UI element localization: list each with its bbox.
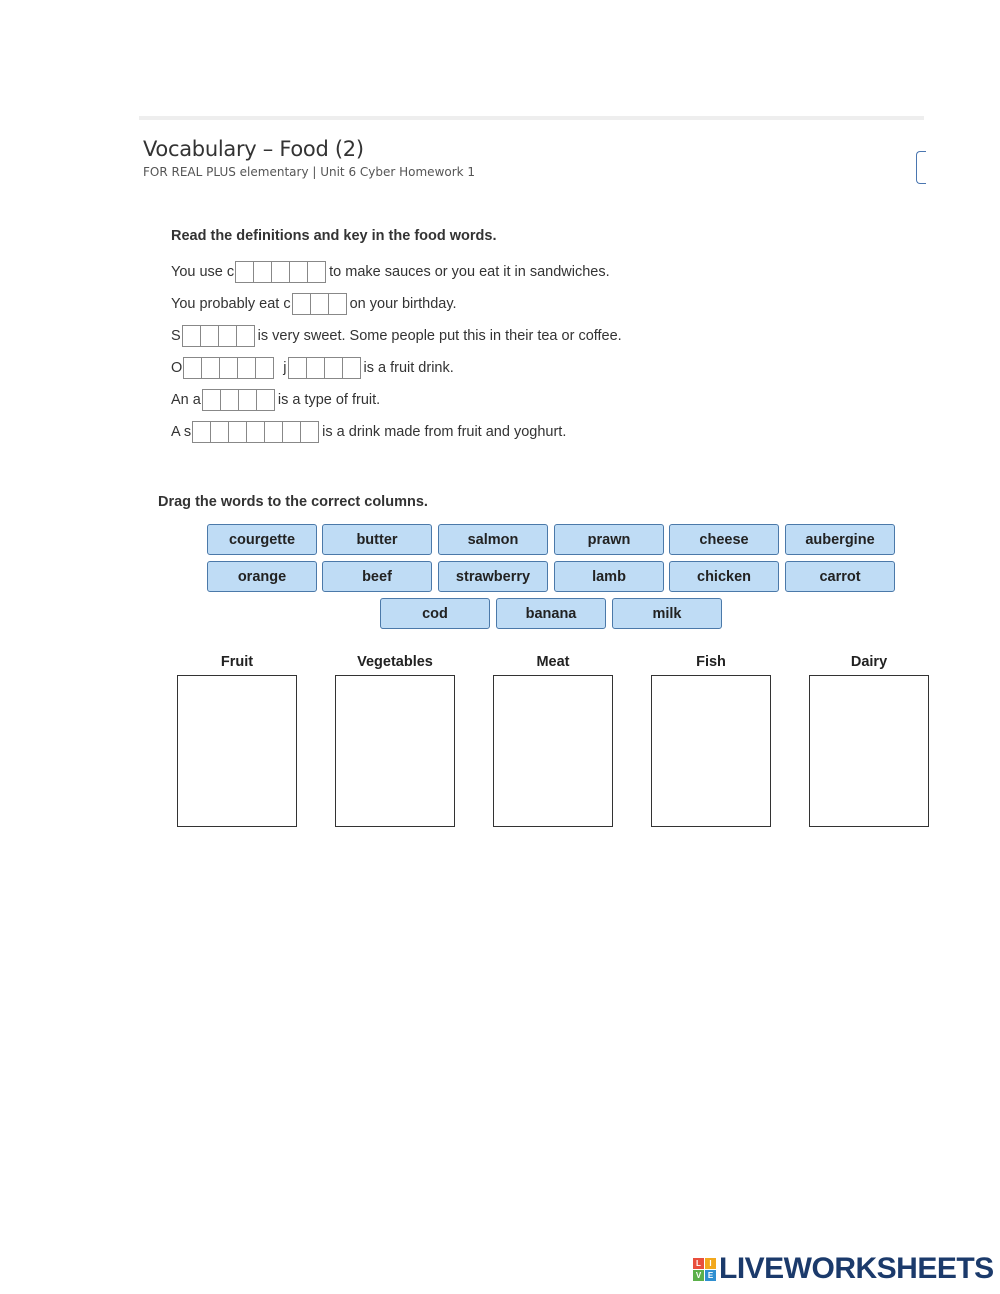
drop-zone-meat[interactable] [493,675,613,827]
letter-box[interactable] [329,294,346,314]
exercise2-instruction: Drag the words to the correct columns. [158,494,428,510]
letter-box[interactable] [211,422,229,442]
letter-box[interactable] [201,326,219,346]
definition-sentence [171,421,566,443]
letter-box[interactable] [311,294,329,314]
word-chip-salmon[interactable]: salmon [438,524,548,555]
letter-input[interactable] [192,421,319,443]
word-chip-beef[interactable]: beef [322,561,432,592]
letter-box[interactable] [221,390,239,410]
column-label-fruit: Fruit [220,654,254,670]
definition-sentence [171,293,457,315]
sentence-text: to make sauces or you eat it in sandwiches. [329,264,610,280]
column-label-fish: Fish [696,654,726,670]
letter-input[interactable] [288,357,361,379]
letter-box[interactable] [184,358,202,378]
letter-box[interactable] [183,326,201,346]
definition-sentence [171,389,380,411]
word-chip-milk[interactable]: milk [612,598,722,629]
exercise1-instruction: Read the definitions and key in the food words. [171,228,497,244]
letter-box[interactable] [256,358,273,378]
logo-letter: E [705,1270,716,1281]
sentence-text: is a type of fruit. [277,392,381,408]
page-title: Vocabulary – Food (2) [143,137,364,161]
letter-box[interactable] [229,422,247,442]
letter-box[interactable] [308,262,325,282]
word-chip-aubergine[interactable]: aubergine [785,524,895,555]
letter-box[interactable] [301,422,318,442]
letter-box[interactable] [265,422,283,442]
page-subtitle: FOR REAL PLUS elementary | Unit 6 Cyber Homework 1 [143,165,476,179]
top-divider [139,116,924,120]
word-chip-butter[interactable]: butter [322,524,432,555]
logo-letter: L [693,1258,704,1269]
letter-box[interactable] [343,358,360,378]
definition-sentence [171,357,454,379]
letter-input[interactable] [292,293,347,315]
drop-zone-fish[interactable] [651,675,771,827]
letter-input[interactable] [182,325,255,347]
definition-sentence [171,325,622,347]
letter-box[interactable] [203,390,221,410]
word-chip-courgette[interactable]: courgette [207,524,317,555]
sentence-text: is very sweet. Some people put this in their tea or coffee. [257,328,622,344]
letter-box[interactable] [325,358,343,378]
sentence-text: j [283,360,287,376]
letter-box[interactable] [307,358,325,378]
sentence-text: is a drink made from fruit and yoghurt. [322,424,567,440]
sentence-text: on your birthday. [349,296,457,312]
column-label-dairy: Dairy [850,654,888,670]
letter-box[interactable] [247,422,265,442]
letter-box[interactable] [257,390,274,410]
definition-sentence [171,261,610,283]
letter-box[interactable] [193,422,211,442]
liveworksheets-logo [693,1252,994,1286]
sentence-text: S [171,328,181,344]
letter-input[interactable] [235,261,326,283]
letter-box[interactable] [254,262,272,282]
word-chip-chicken[interactable]: chicken [669,561,779,592]
word-chip-strawberry[interactable]: strawberry [438,561,548,592]
logo-mark-icon [693,1258,716,1281]
letter-box[interactable] [202,358,220,378]
letter-input[interactable] [183,357,274,379]
letter-box[interactable] [272,262,290,282]
word-chip-cheese[interactable]: cheese [669,524,779,555]
logo-letter: V [693,1270,704,1281]
sentence-text: A s [171,424,192,440]
letter-box[interactable] [238,358,256,378]
letter-box[interactable] [283,422,301,442]
logo-text: LIVEWORKSHEETS [719,1252,994,1285]
logo-letter: I [705,1258,716,1269]
letter-input[interactable] [202,389,275,411]
letter-box[interactable] [239,390,257,410]
drop-zone-vegetables[interactable] [335,675,455,827]
word-chip-lamb[interactable]: lamb [554,561,664,592]
side-panel-tab[interactable] [916,151,926,184]
word-chip-prawn[interactable]: prawn [554,524,664,555]
letter-box[interactable] [290,262,308,282]
letter-box[interactable] [219,326,237,346]
letter-box[interactable] [237,326,254,346]
letter-box[interactable] [220,358,238,378]
sentence-text: An a [171,392,201,408]
column-label-meat: Meat [536,654,570,670]
sentence-text: is a fruit drink. [363,360,454,376]
drop-zone-dairy[interactable] [809,675,929,827]
sentence-text: You probably eat c [171,296,291,312]
letter-box[interactable] [236,262,254,282]
letter-box[interactable] [289,358,307,378]
sentence-text: You use c [171,264,235,280]
word-chip-banana[interactable]: banana [496,598,606,629]
word-chip-cod[interactable]: cod [380,598,490,629]
letter-box[interactable] [293,294,311,314]
column-label-vegetables: Vegetables [357,654,433,670]
word-chip-orange[interactable]: orange [207,561,317,592]
drop-zone-fruit[interactable] [177,675,297,827]
word-chip-carrot[interactable]: carrot [785,561,895,592]
sentence-text: O [171,360,183,376]
